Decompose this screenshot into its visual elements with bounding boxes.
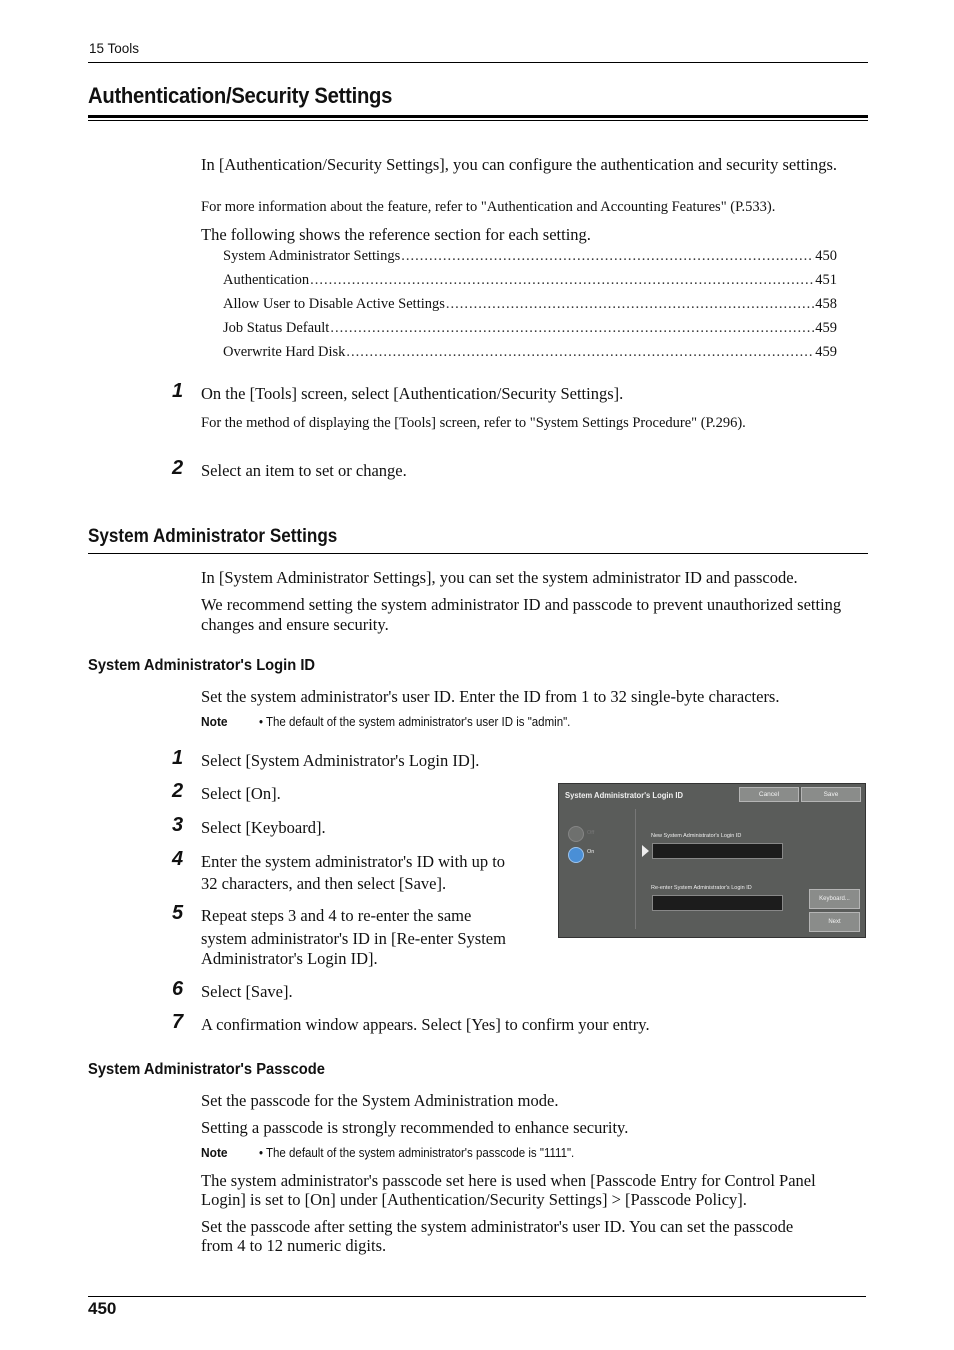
note-label: Note	[201, 714, 228, 729]
footer-rule	[88, 1296, 866, 1297]
header-rule	[88, 62, 868, 63]
reenter-id-label: Re-enter System Administrator's Login ID	[651, 885, 752, 891]
next-button[interactable]: Next	[809, 912, 860, 932]
step-text: Select an item to set or change.	[201, 461, 407, 480]
subsection-paragraph: Set the passcode for the System Administration mode.	[201, 1091, 559, 1110]
step-text: Select [Keyboard].	[201, 818, 326, 837]
note-label: Note	[201, 1145, 228, 1160]
login-id-screenshot	[558, 783, 866, 938]
step-number: 4	[172, 848, 184, 870]
step-subtext: For the method of displaying the [Tools] screen, refer to "System Settings Procedure" (P.296).	[201, 415, 746, 431]
subsection-paragraph: Set the passcode after setting the system administrator's user ID. You can set the passcode	[201, 1217, 794, 1236]
step-number: 7	[172, 1011, 184, 1033]
subsection-paragraph: Set the system administrator's user ID. Enter the ID from 1 to 32 single-byte characters.	[201, 687, 780, 706]
section-rule	[88, 553, 868, 554]
subsection-heading: System Administrator's Login ID	[88, 657, 316, 674]
selection-arrow-icon	[642, 845, 649, 857]
step-number: 6	[172, 978, 184, 1000]
on-label: On	[587, 849, 595, 855]
new-id-label: New System Administrator's Login ID	[651, 833, 742, 839]
toc-page: 451	[815, 272, 837, 288]
toc-entry	[223, 248, 837, 265]
step-number: 1	[172, 747, 184, 769]
step-text: On the [Tools] screen, select [Authentication/Security Settings].	[201, 384, 624, 403]
toc-label: System Administrator Settings	[223, 248, 401, 264]
step-text: Select [On].	[201, 784, 281, 803]
subsection-paragraph: The system administrator's passcode set here is used when [Passcode Entry for Control Panel	[201, 1171, 816, 1190]
step-text: Administrator's Login ID].	[201, 949, 378, 968]
step-number: 3	[172, 814, 184, 836]
toc-page: 450	[815, 248, 837, 264]
save-button[interactable]: Save	[801, 787, 861, 802]
step-number: 2	[172, 457, 184, 479]
on-radio[interactable]	[568, 847, 584, 863]
page-number: 450	[88, 1299, 117, 1318]
cancel-button[interactable]: Cancel	[739, 787, 799, 802]
toc-entry	[223, 272, 837, 289]
title-rule-thin	[88, 120, 868, 121]
reenter-id-field[interactable]	[652, 895, 783, 911]
toc-entry	[223, 296, 837, 313]
section-paragraph: We recommend setting the system administrator ID and passcode to prevent unauthorized setting changes and ensure security.	[201, 595, 842, 634]
toc-page: 459	[815, 344, 837, 360]
running-header: 15 Tools	[89, 41, 140, 56]
subsection-paragraph: Login] is set to [On] under [Authentication/Security Settings] > [Passcode Policy].	[201, 1190, 747, 1209]
off-radio[interactable]	[568, 826, 584, 842]
screen-title: System Administrator's Login ID	[565, 790, 684, 800]
section-paragraph: In [System Administrator Settings], you can set the system administrator ID and passcode.	[201, 568, 798, 587]
step-number: 1	[172, 380, 184, 402]
page-title: Authentication/Security Settings	[88, 83, 393, 108]
section-heading: System Administrator Settings	[88, 526, 338, 547]
toc-label: Authentication	[223, 272, 310, 288]
new-id-field[interactable]	[652, 843, 783, 859]
keyboard-button[interactable]: Keyboard...	[809, 889, 860, 909]
subsection-heading: System Administrator's Passcode	[88, 1061, 325, 1078]
intro-toc-lead: The following shows the reference section for each setting.	[201, 225, 591, 244]
panel-divider	[635, 809, 636, 929]
toc-entry	[223, 320, 837, 337]
note-text: • The default of the system administrator's user ID is "admin".	[259, 715, 571, 729]
toc-page: 458	[815, 296, 837, 312]
step-text: Repeat steps 3 and 4 to re-enter the same	[201, 906, 472, 925]
step-text: Select [System Administrator's Login ID].	[201, 751, 480, 770]
step-text: A confirmation window appears. Select [Yes] to confirm your entry.	[201, 1015, 650, 1034]
note-text: • The default of the system administrator's passcode is "1111".	[259, 1146, 575, 1160]
intro-reference: For more information about the feature, refer to "Authentication and Accounting Features" (P.533).	[201, 199, 776, 215]
off-label: Off	[587, 830, 595, 836]
intro-paragraph: In [Authentication/Security Settings], you can configure the authentication and security settings.	[201, 155, 837, 174]
step-text: 32 characters, and then select [Save].	[201, 874, 447, 893]
subsection-paragraph: from 4 to 12 numeric digits.	[201, 1236, 387, 1255]
toc-entry	[223, 344, 837, 361]
title-rule-thick	[88, 115, 868, 118]
step-number: 5	[172, 902, 184, 924]
toc-label: Job Status Default	[223, 320, 330, 336]
step-number: 2	[172, 780, 184, 802]
step-text: system administrator's ID in [Re-enter System	[201, 929, 506, 948]
step-text: Enter the system administrator's ID with up to	[201, 852, 506, 871]
step-text: Select [Save].	[201, 982, 293, 1001]
toc-page: 459	[815, 320, 837, 336]
subsection-paragraph: Setting a passcode is strongly recommended to enhance security.	[201, 1118, 629, 1137]
toc-label: Overwrite Hard Disk	[223, 344, 346, 360]
toc-label: Allow User to Disable Active Settings	[223, 296, 445, 312]
